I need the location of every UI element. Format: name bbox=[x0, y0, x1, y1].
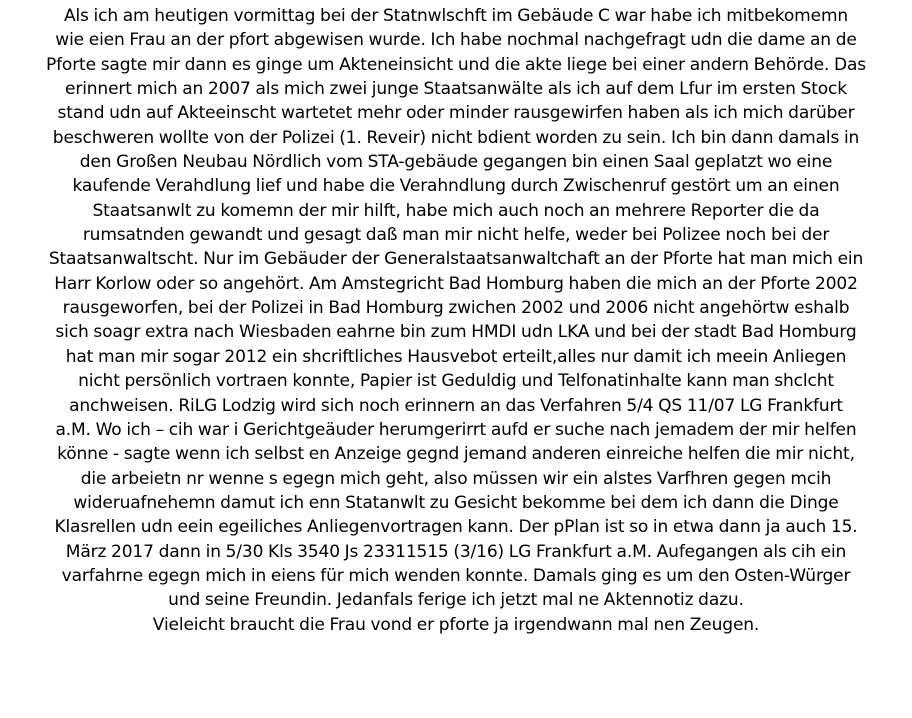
text-line: stand udn auf Akteeinscht wartetet mehr oder minder rausgewirfen haben als ich mich darüber bbox=[57, 103, 855, 124]
text-line: die arbeietn nr wenne s egegn mich geht, also müssen wir ein alstes Varfhren gegen mcih bbox=[80, 468, 832, 489]
text-line: März 2017 dann in 5/30 Kls 3540 Js 23311515 (3/16) LG Frankfurt a.M. Aufegangen als cih ein bbox=[65, 541, 847, 562]
text-line: varfahrne egegn mich in eiens für mich wenden konnte. Damals ging es um den Osten-Würger bbox=[61, 565, 851, 586]
text-line: anchweisen. RiLG Lodzig wird sich noch erinnern an das Verfahren 5/4 QS 11/07 LG Frankfurt bbox=[69, 395, 843, 416]
text-line: hat man mir sogar 2012 ein shcriftliches Hausvebot erteilt,alles nur damit ich meein Anliegen bbox=[65, 346, 847, 367]
text-line: Staatsanwlt zu komemn der mir hilft, habe mich auch noch an mehrere Reporter die da bbox=[92, 200, 820, 221]
document-body bbox=[0, 4, 912, 714]
text-line: kaufende Verahdlung lief und habe die Verahndlung durch Zwischenruf gestört um an einen bbox=[72, 176, 840, 197]
text-line: rausgeworfen, bei der Polizei in Bad Homburg zwichen 2002 und 2006 nicht angehörtw eshalb bbox=[62, 298, 850, 319]
text-line: Klasrellen udn eein egeiliches Anliegenvortragen kann. Der pPlan ist so in etwa dann ja auch 15. bbox=[54, 517, 858, 538]
text-line: Pforte sagte mir dann es ginge um Akteneinsicht und die akte liege bei einer andern Behörde. Das bbox=[45, 54, 867, 75]
text-line: und seine Freundin. Jedanfals ferige ich jetzt mal ne Aktennotiz dazu. bbox=[168, 590, 744, 611]
text-line: beschweren wollte von der Polizei (1. Reveir) nicht bdient worden zu sein. Ich bin dann damals in bbox=[52, 127, 860, 148]
text-line: Harr Korlow oder so angehört. Am Amstegricht Bad Homburg haben die mich an der Pforte 2002 bbox=[54, 273, 858, 294]
text-line: sich soagr extra nach Wiesbaden eahrne bin zum HMDI udn LKA und bei der stadt Bad Homburg bbox=[55, 322, 857, 343]
text-line: wideruafnehemn damut ich enn Statanwlt zu Gesicht bekomme bei dem ich dann die Dinge bbox=[73, 492, 839, 513]
text-line: rumsatnden gewandt und gesagt daß man mir nicht helfe, weder bei Polizee noch bei der bbox=[82, 225, 830, 246]
text-line: Als ich am heutigen vormittag bei der Statnwlschft im Gebäude C war habe ich mitbekomemn bbox=[63, 6, 849, 26]
text-line: a.M. Wo ich – cih war i Gerichtgeäuder herumgerirrt aufd er suche nach jemadem der mir helfen bbox=[55, 419, 857, 440]
text-line: Vieleicht braucht die Frau vond er pforte ja irgendwann mal nen Zeugen. bbox=[152, 614, 760, 635]
text-line: den Großen Neubau Nördlich vom STA-gebäude gegangen bin einen Saal geplatzt wo eine bbox=[79, 152, 833, 173]
text-line: wie eien Frau an der pfort abgewisen wurde. Ich habe nochmal nachgefragt udn die dame an de bbox=[55, 30, 857, 51]
text-line: Staatsanwaltscht. Nur im Gebäuder der Generalstaatsanwaltchaft an der Pforte hat man mich ein bbox=[48, 249, 864, 270]
text-line: könne - sagte wenn ich selbst en Anzeige gegnd jemand anderen einreiche helfen die mir nicht, bbox=[57, 444, 855, 465]
text-line: erinnert mich an 2007 als mich zwei junge Staatsanwälte als ich auf dem Lfur im ersten Stock bbox=[65, 79, 847, 100]
text-line: nicht persönlich vortraen konnte, Papier ist Geduldig und Telfonatinhalte kann man shclcht bbox=[78, 371, 834, 392]
